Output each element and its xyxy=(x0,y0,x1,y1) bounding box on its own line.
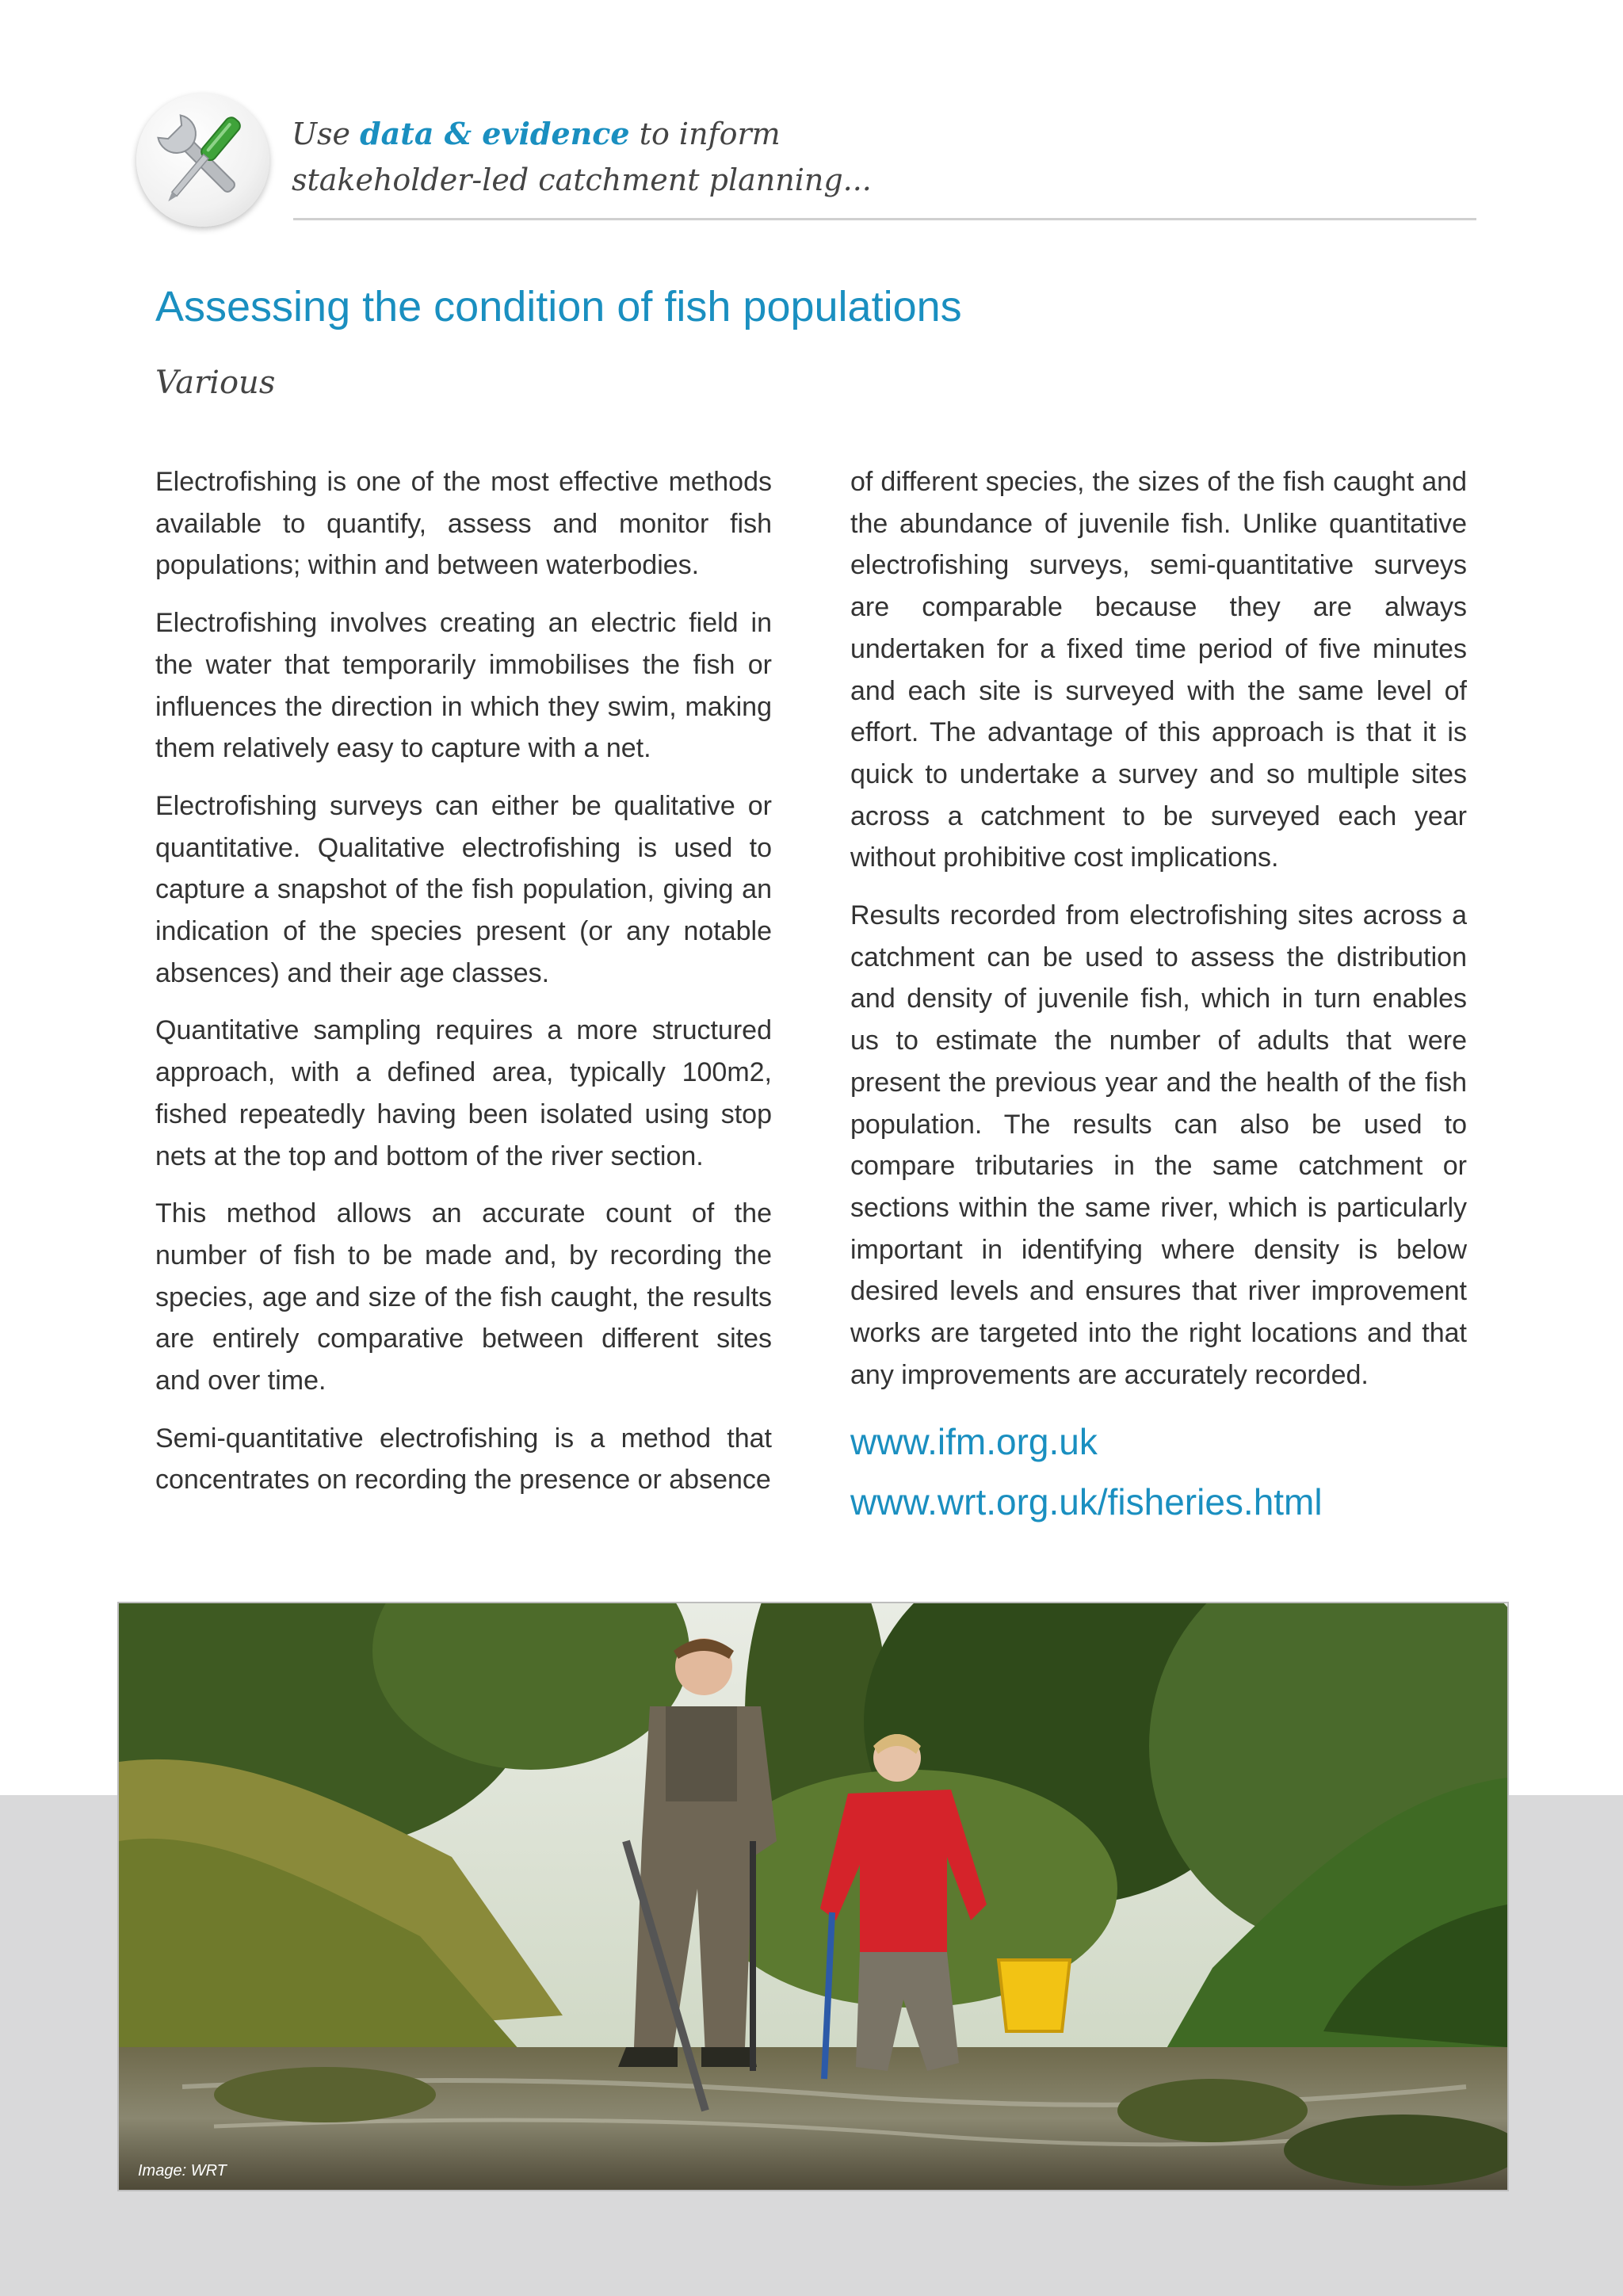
page-subtitle: Various xyxy=(155,365,276,401)
tagline-highlight: data & evidence xyxy=(360,116,630,151)
tagline-line-2: stakeholder-led catchment planning... xyxy=(292,162,872,197)
paragraph: Results recorded from electrofishing sites across a catchment can be used to assess the distribution and density of juvenile fish, which in turn enables us to estimate the number of adults that were present the previous year and the health of the fish population. The results can also be used to compare tributaries in the same catchment or sections within the same river, which is particularly important in identifying where density is below desired levels and ensures that river improvement works are targeted into the right locations and that any improvements are accurately recorded. xyxy=(850,900,1467,1390)
paragraph: Electrofishing is one of the most effective methods available to quantify, assess and monitor fish populations; within and between waterbodies. xyxy=(155,467,772,581)
paragraph: of different species, the sizes of the fish caught and the abundance of juvenile fish. Unlike quantitative electrofishing surveys, semi-quantitative surveys are comparable because they are always undertaken for a fixed time period of five minutes and each site is surveyed with the same level of effort. The advantage of this approach is that it is quick to undertake a survey and so multiple sites across a catchment to be surveyed each year without prohibitive cost implications. xyxy=(850,467,1467,873)
electrofishing-photo xyxy=(117,1602,1509,2191)
body-column-left xyxy=(155,461,772,1517)
link-list xyxy=(850,1412,1467,1532)
body-column-right xyxy=(850,461,1467,1532)
link-wrt-fisheries[interactable]: www.wrt.org.uk/fisheries.html xyxy=(850,1481,1323,1523)
paragraph: Electrofishing surveys can either be qualitative or quantitative. Qualitative electrofishing is used to capture a snapshot of the fish population, giving an indication of the species present (or any notable absences) and their age classes. xyxy=(155,790,772,988)
page-title: Assessing the condition of fish populations xyxy=(155,283,962,330)
tagline-prefix: Use xyxy=(292,117,361,151)
paragraph: This method allows an accurate count of the number of fish to be made and, by recording the species, age and size of the fish caught, the results are entirely comparative between different sites and over time. xyxy=(155,1198,772,1396)
paragraph: Quantitative sampling requires a more structured approach, with a defined area, typically 100m2, fished repeatedly having been isolated using stop nets at the top and bottom of the river section. xyxy=(155,1015,772,1171)
header-tagline xyxy=(292,111,1084,203)
header-divider xyxy=(293,218,1476,220)
photo-credit: Image: WRT xyxy=(138,2162,227,2179)
paragraph: Semi-quantitative electrofishing is a method that concentrates on recording the presence or absence xyxy=(155,1423,772,1496)
link-ifm[interactable]: www.ifm.org.uk xyxy=(850,1421,1098,1463)
wrench-screwdriver-icon xyxy=(136,94,269,227)
tagline-line-1 xyxy=(292,111,1084,157)
tagline-suffix: to inform xyxy=(629,117,781,151)
paragraph: Electrofishing involves creating an electric field in the water that temporarily immobilises the fish or influences the direction in which they swim, making them relatively easy to capture with a net. xyxy=(155,608,772,764)
